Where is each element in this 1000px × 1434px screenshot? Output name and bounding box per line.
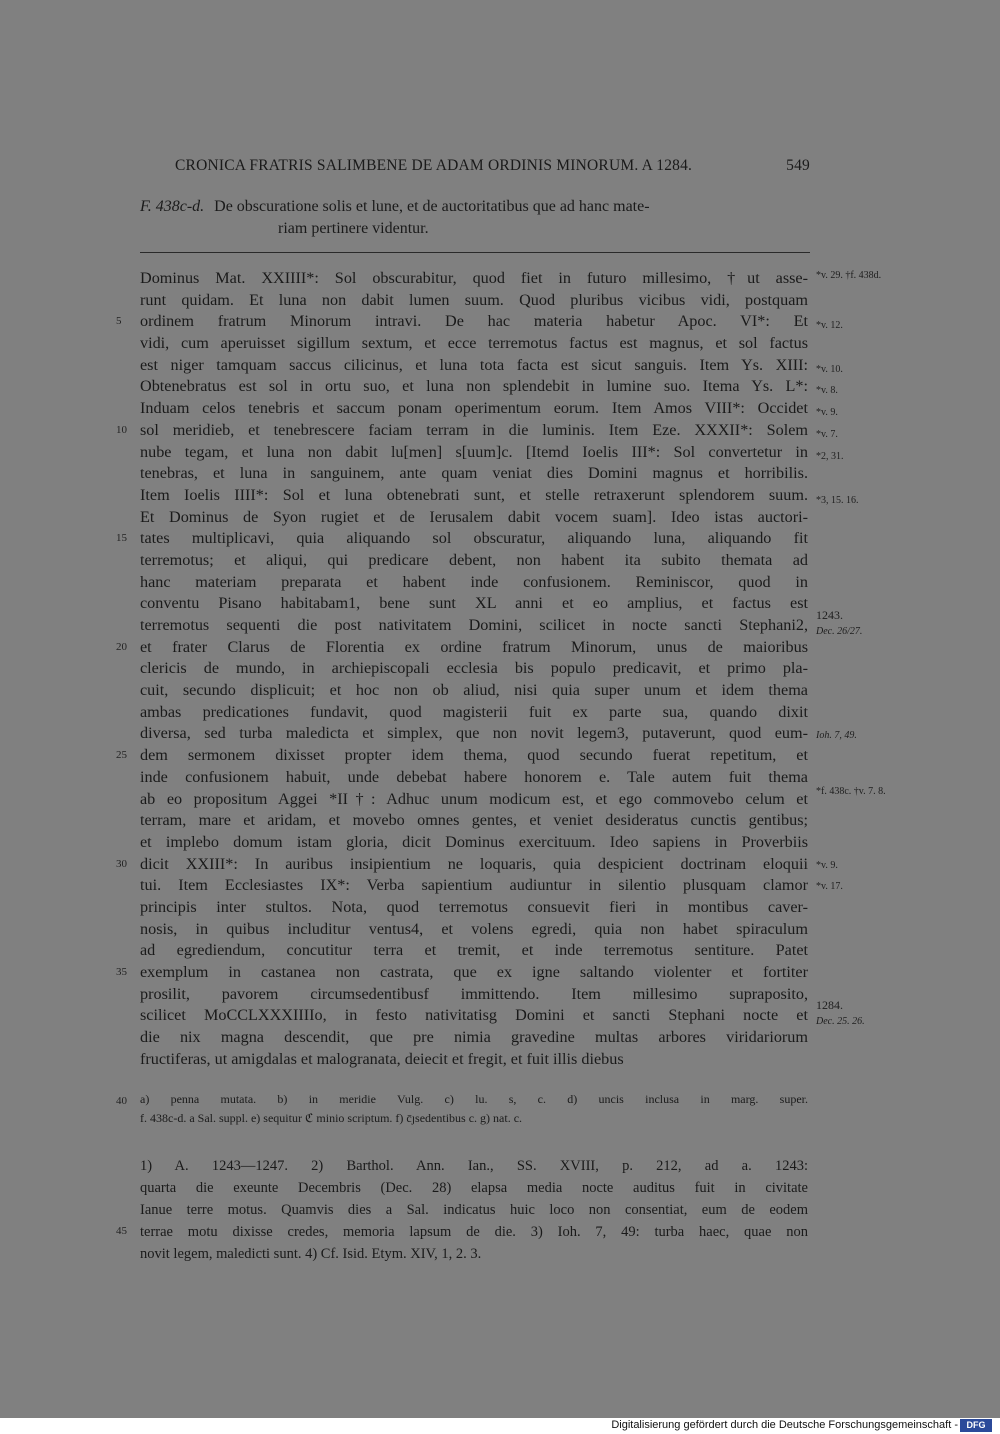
text-line: fructiferas, ut amigdalas et malogranata, deiecit et fregit, et fuit illis diebus xyxy=(140,1049,624,1068)
text-line: et implebo domum istam gloria, dicit Dominus exercituum. Ideo sapiens in Proverbiis xyxy=(140,832,808,851)
dfg-logo: DFG xyxy=(960,1419,992,1432)
footnote-line: terrae motu dixisse credes, memoria lapsum de die. 3) Ioh. 7, 49: turba haec, quae non xyxy=(140,1224,808,1240)
text-line: dem sermonem dixisset propter idem thema, quod secundo fuerat repetitum, et xyxy=(140,746,808,765)
margin-note: 1243. xyxy=(816,608,843,622)
text-line: die nix magna descendit, que pre nimia gravedine multas arbores viridariorum xyxy=(140,1028,808,1047)
text-line: Item Ioelis IIII*: Sol et luna obtenebrati sunt, et stelle retraxerunt splendorem suum. xyxy=(140,485,808,504)
text-line: scilicet MoCCLXXXIIIIo, in festo nativitatisg Domini et sancti Stephani nocte et xyxy=(140,1006,808,1025)
text-line: prosilit, pavorem circumsedentibusf immittendo. Item millesimo supraposito, xyxy=(140,984,808,1003)
margin-note: Dec. 26/27. xyxy=(816,626,863,637)
footnote-line: novit legem, maledicti sunt. 4) Cf. Isid. Etym. XIV, 1, 2. 3. xyxy=(140,1246,482,1262)
running-title: CRONICA FRATRIS SALIMBENE DE ADAM ORDINIS MINORUM. A 1284. xyxy=(175,157,693,174)
footnote-line: Ianue terre motus. Quamvis dies a Sal. indicatus huic loco non consentiat, eum de eodem xyxy=(140,1202,808,1218)
margin-note: *v. 17. xyxy=(816,881,843,892)
text-line: cuit, secundo displicuit; et hoc non ob aliud, nisi quia super unum et idem thema xyxy=(140,681,808,700)
text-line: ordinem fratrum Minorum intravi. De hac materia habetur Apoc. VI*: Et xyxy=(140,312,808,331)
text-line: Dominus Mat. XXIIII*: Sol obscurabitur, quod fiet in futuro millesimo, †ut asse- xyxy=(140,269,808,287)
text-line: tui. Item Ecclesiastes IX*: Verba sapientium audiuntur in silentio plusquam clamor xyxy=(140,876,808,895)
margin-note: *3, 15. 16. xyxy=(816,495,859,506)
folio-reference: F. 438c-d. xyxy=(140,198,205,215)
margin-note: 1284. xyxy=(816,998,843,1012)
page-number: 549 xyxy=(786,157,810,174)
margin-note: *v. 10. xyxy=(816,364,843,375)
margin-note: *v. 8. xyxy=(816,385,838,396)
text-line: terram, mare et aridam, et movebo omnes gentes, et veniet desideratus cunctis gentibus; xyxy=(140,811,808,830)
main-text xyxy=(140,268,808,1070)
text-line: nosis, in quibus includitur ventus4, et volens egredi, quia non habet spiraculum xyxy=(140,919,808,938)
margin-note: *2, 31. xyxy=(816,451,844,462)
margin-note: *v. 7. xyxy=(816,429,838,440)
line-number: 5 xyxy=(116,315,122,328)
line-number: 40 xyxy=(116,1095,127,1107)
text-line: runt quidam. Et luna non dabit lumen suum. Quod pluribus vicibus vidi, postquam xyxy=(140,290,808,309)
text-line: Induam celos tenebris et saccum ponam operimentum eorum. Item Amos VIII*: Occidet xyxy=(140,399,808,418)
text-line: ad egrediendum, concutitur terra et tremit, et inde terremotus sentiture. Patet xyxy=(140,941,808,960)
text-line: est niger tamquam saccus cilicinus, et luna tota facta est sicut sanguis. Item Ys. XIII: xyxy=(140,355,808,374)
text-line: conventu Pisano habitabam1, bene sunt XL anni et eo amplius, et factus est xyxy=(140,594,808,613)
text-line: dicit XXIII*: In auribus insipientium ne loquaris, quia despicient doctrinam eloquii xyxy=(140,854,808,873)
text-line: inde confusionem habuit, unde debebat habere honorem e. Tale autem fuit thema xyxy=(140,767,808,786)
text-line: Obtenebratus est sol in ortu suo, et luna non splendebit in lumine suo. Itema Ys. L*: xyxy=(140,377,808,396)
header-rule xyxy=(140,252,810,253)
line-number: 15 xyxy=(116,532,127,545)
margin-note: *v. 9. xyxy=(816,407,838,418)
text-line: vidi, cum aperuisset sigillum sextum, et ecce terremotus factus est magnus, et sol factus xyxy=(140,334,808,353)
line-number: 30 xyxy=(116,857,127,870)
variant-note-line: f. 438c-d. a Sal. suppl. e) sequitur ℭ minio scriptum. f) c̄ȷsedentibus c. g) nat. c. xyxy=(140,1111,523,1125)
heading-line-1: De obscuratione solis et lune, et de auctoritatibus que ad hanc mate- xyxy=(214,198,650,215)
text-line: sol meridieb, et tenebrescere faciam terram in die luminis. Item Eze. XXXII*: Solem xyxy=(140,420,808,439)
text-line: exemplum in castanea non castrata, que ex igne saltando violenter et fortiter xyxy=(140,963,808,981)
line-number: 10 xyxy=(116,423,127,436)
line-number: 35 xyxy=(116,966,127,979)
text-line: tenebras, et luna in sanguinem, ante quam veniat dies Domini magnus et horribilis. xyxy=(140,464,808,483)
text-line: hanc materiam preparata et habent inde confusionem. Reminiscor, quod in xyxy=(140,572,808,591)
line-number: 45 xyxy=(116,1225,127,1237)
footnote-line: 1) A. 1243—1247. 2) Barthol. Ann. Ian., SS. XVIII, p. 212, ad a. 1243: xyxy=(140,1158,808,1174)
text-line: Et Dominus de Syon rugiet et de Ierusalem dabit vocem suam]. Ideo istas auctori- xyxy=(140,507,808,526)
line-number: 25 xyxy=(116,749,127,762)
text-line: terremotus; et aliqui, qui predicare debent, non habent ita subito themata ad xyxy=(140,550,808,569)
running-header xyxy=(175,157,810,175)
footnotes xyxy=(140,1155,808,1265)
text-line: et frater Clarus de Florentia ex ordine fratrum Minorum, unus de maioribus xyxy=(140,637,808,656)
text-line: ambas predicationes fundavit, quod magisterii fuit ex parte sua, quando dixit xyxy=(140,702,808,721)
text-line: nube tegam, et luna non dabit lu[men] s[uum]c. [Itemd Ioelis III*: Sol convertetur in xyxy=(140,442,808,461)
text-line: terremotus sequenti die post nativitatem Domini, scilicet in nocte sancti Stephani2, xyxy=(140,616,808,634)
margin-note: Dec. 25. 26. xyxy=(816,1016,865,1027)
line-number: 20 xyxy=(116,640,127,653)
section-heading xyxy=(140,196,810,240)
text-line: principis inter stultos. Nota, quod terremotus consuevit fieri in montibus caver- xyxy=(140,897,808,916)
text-line: ab eo propositum Aggei *II†: Adhuc unum modicum est, et ego commovebo celum et xyxy=(140,789,808,808)
text-line: diversa, sed turba maledicta et simplex, que non novit legem3, putaverunt, quod eum- xyxy=(140,724,808,743)
margin-note: Ioh. 7, 49. xyxy=(816,730,857,741)
footnote-line: quarta die exeunte Decembris (Dec. 28) elapsa media nocte auditus fuit in civitate xyxy=(140,1180,808,1196)
credit-text: Digitalisierung gefördert durch die Deutsche Forschungsgemeinschaft - xyxy=(611,1419,958,1431)
heading-line-2: riam pertinere videntur. xyxy=(278,220,429,237)
margin-note: *v. 29. †f. 438d. xyxy=(816,270,882,281)
variant-note-line: a) penna mutata. b) in meridie Vulg. c) lu. s, c. d) uncis inclusa in marg. super. xyxy=(140,1092,808,1106)
margin-note: *v. 9. xyxy=(816,860,838,871)
text-line: tates multiplicavi, quia aliquando sol obscuratur, aliquando luna, aliquando fit xyxy=(140,529,808,548)
text-line: clericis de mundo, in archiepiscopali ecclesia bis populo predicavit, et primo pla- xyxy=(140,659,808,678)
margin-note: *f. 438c. †v. 7. 8. xyxy=(816,786,886,797)
margin-note: *v. 12. xyxy=(816,320,843,331)
variant-apparatus xyxy=(140,1090,808,1128)
